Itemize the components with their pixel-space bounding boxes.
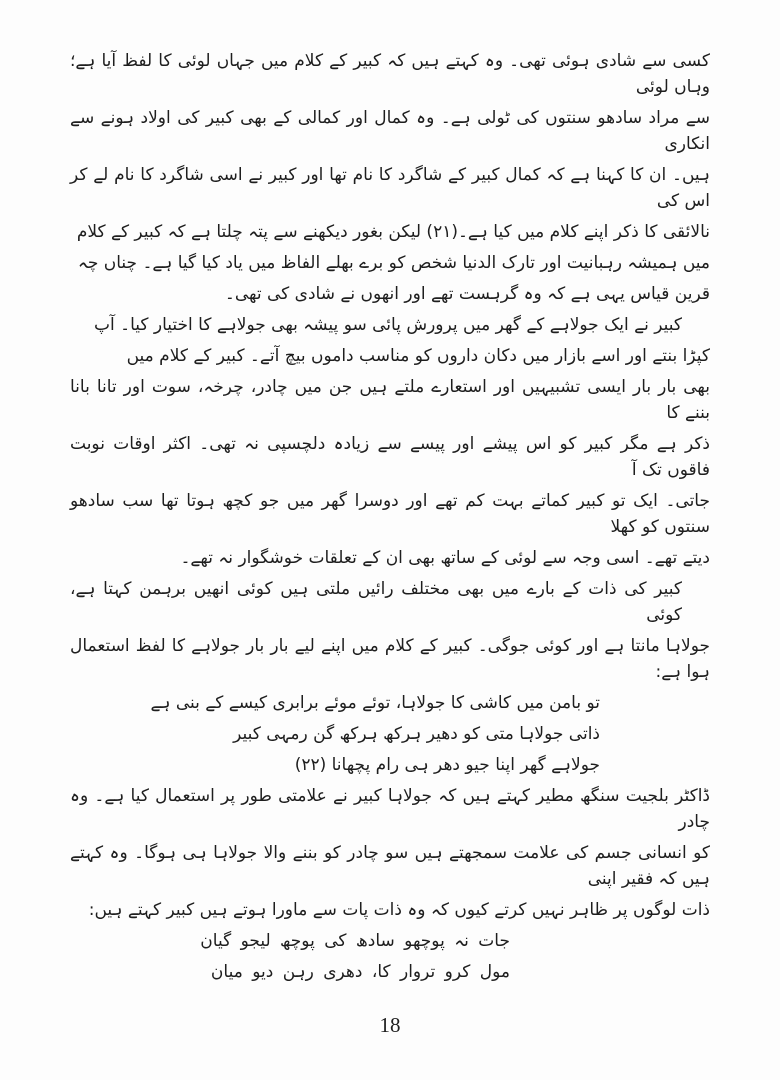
paragraph-line: جولاہا مانتا ہے اور کوئی جوگی۔ کبیر کے کلام میں اپنے لیے بار بار جولاہے کا لفظ استعمال ہوا ہے: xyxy=(70,636,710,682)
paragraph-line: دیتے تھے۔ اسی وجہ سے لوئی کے ساتھ بھی ان کے تعلقات خوشگوار نہ تھے۔ xyxy=(180,548,710,568)
paragraph-line: کو انسانی جسم کی علامت سمجھتے ہیں سو چادر کو بننے والا جولاہا ہی ہوگا۔ وہ کہتے ہیں کہ فقیر اپنی xyxy=(70,843,710,889)
paragraph-line: کبیر کی ذات کے بارے میں بھی مختلف رائیں ملتی ہیں کوئی انھیں برہمن کہتا ہے، کوئی xyxy=(70,579,682,625)
page-number: 18 xyxy=(379,1013,401,1037)
verse-line: ذاتی جولاہا متی کو دھیر ہرکھ ہرکھ گن رمہی کبیر xyxy=(233,724,600,744)
paragraph-line: میں ہمیشہ رہبانیت اور تارک الدنیا شخص کو برے بھلے الفاظ میں یاد کیا گیا ہے۔ چناں چہ xyxy=(77,253,710,273)
paragraph-line: ذات لوگوں پر ظاہر نہیں کرتے کیوں کہ وہ ذات پات سے ماورا ہوتے ہیں کبیر کہتے ہیں: xyxy=(88,900,710,920)
paragraph-line: نالائقی کا ذکر اپنے کلام میں کیا ہے۔(۲۱) لیکن بغور دیکھنے سے پتہ چلتا ہے کہ کبیر کے کلام xyxy=(76,222,710,242)
paragraph-line: کپڑا بنتے اور اسے بازار میں دکان داروں کو مناسب داموں بیچ آتے۔ کبیر کے کلام میں xyxy=(126,346,710,366)
verse-line: جات نہ پوچھو سادھ کی پوچھ لیجو گیان xyxy=(200,931,510,951)
paragraph-line: بھی بار بار ایسی تشبیہیں اور استعارے ملتے ہیں جن میں چادر، چرخہ، سوت اور تانا بانا بننے کا xyxy=(70,377,710,423)
paragraph-line: ذکر ہے مگر کبیر کو اس پیشے اور پیسے سے زیادہ دلچسپی نہ تھی۔ اکثر اوقات نوبت فاقوں تک آ xyxy=(70,434,710,480)
paragraph-line: کسی سے شادی ہوئی تھی۔ وہ کہتے ہیں کہ کبیر کے کلام میں جہاں لوئی کا لفظ آیا ہے؛ وہاں لوئی xyxy=(70,51,710,97)
verse-line: تو بامن میں کاشی کا جولاہا، توئے موئے برابری کیسے کے بنی ہے xyxy=(150,693,600,713)
paragraph-line: سے مراد سادھو سنتوں کی ٹولی ہے۔ وہ کمال اور کمالی کے بھی کبیر کی اولاد ہونے سے انکاری xyxy=(70,108,710,154)
paragraph-line: ڈاکٹر بلجیت سنگھ مطیر کہتے ہیں کہ جولاہا کبیر نے علامتی طور پر استعمال کیا ہے۔ وہ چادر xyxy=(70,786,710,832)
verse-line: مول کرو تروار کا، دھری رہن دیو میان xyxy=(210,962,510,982)
paragraph-line: قرین قیاس یہی ہے کہ وہ گرہست تھے اور انھوں نے شادی کی تھی۔ xyxy=(224,284,710,304)
verse-line: جولاہے گھر اپنا جیو دھر ہی رام پچھانا (۲۲) xyxy=(294,755,600,775)
paragraph-line: جاتی۔ ایک تو کبیر کماتے بہت کم تھے اور دوسرا گھر میں جو کچھ ہوتا تھا سب سادھو سنتوں کو کھلا xyxy=(70,491,710,537)
paragraph-line: کبیر نے ایک جولاہے کے گھر میں پرورش پائی سو پیشہ بھی جولاہے کا اختیار کیا۔ آپ xyxy=(93,315,682,335)
paragraph-line: ہیں۔ ان کا کہنا ہے کہ کمال کبیر کے شاگرد کا نام تھا اور کبیر نے اسی شاگرد کا نام لے کر اس کی xyxy=(70,165,710,211)
